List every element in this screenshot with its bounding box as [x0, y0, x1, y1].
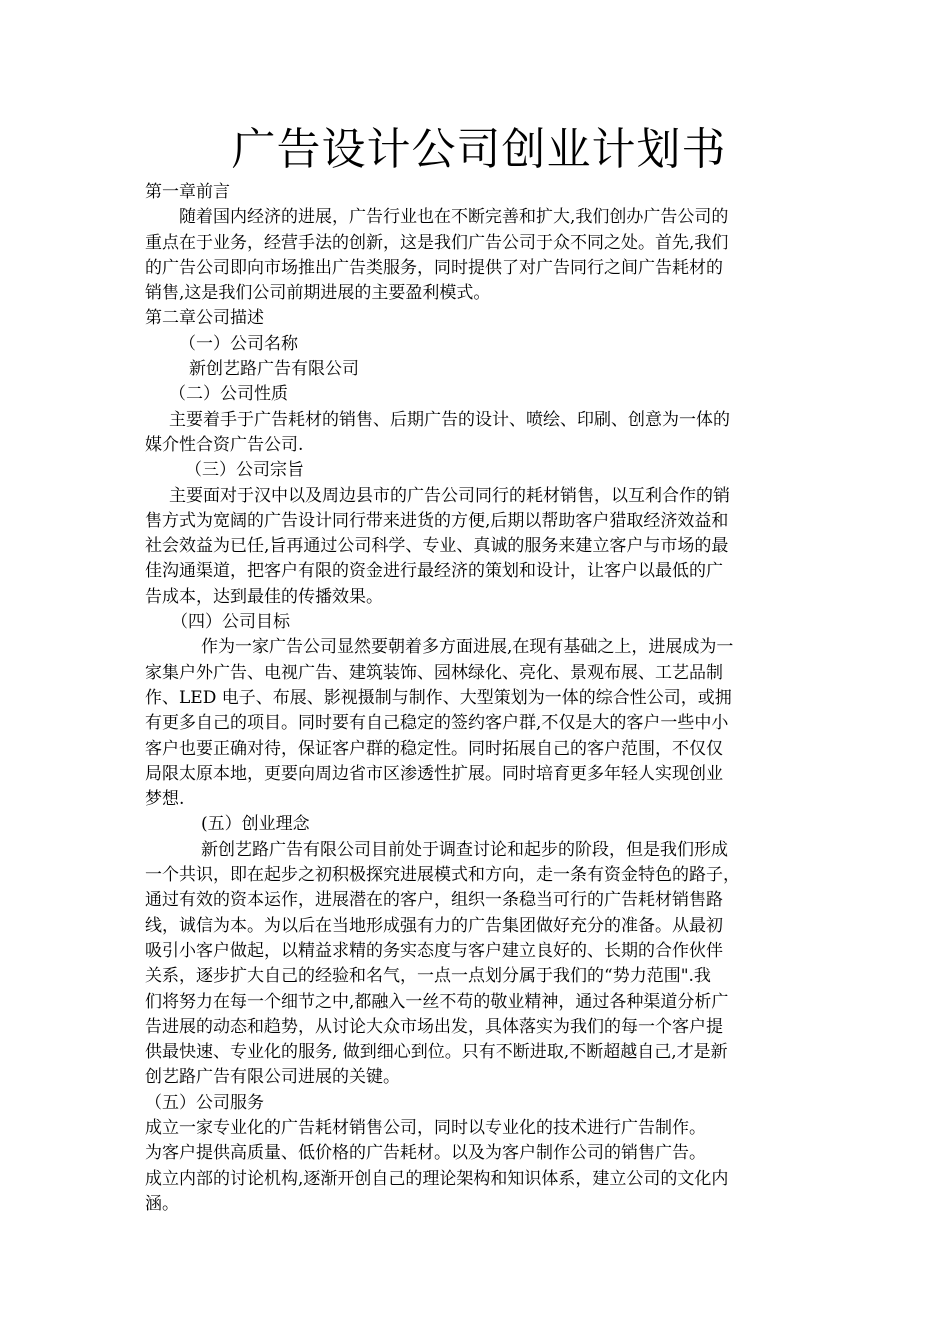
text-line: 关系，逐步扩大自己的经验和名气，一点一点划分属于我们的“势力范围".我: [145, 966, 711, 987]
text-line: 第二章公司描述: [145, 308, 264, 329]
text-line: 创艺路广告有限公司进展的关键。: [145, 1067, 400, 1088]
text-line: 客户也要正确对待，保证客户群的稳定性。同时拓展自己的客户范围，不仅仅: [145, 738, 723, 759]
text-line: 成立一家专业化的广告耗材销售公司，同时以专业化的技术进行广告制作。: [145, 1117, 706, 1138]
document-page: [145, 120, 813, 1217]
text-line: 为客户提供高质量、低价格的广告耗材。以及为客户制作公司的销售广告。: [145, 1143, 706, 1164]
text-line: 重点在于业务，经营手法的创新，这是我们广告公司于众不同之处。首先,我们: [145, 232, 729, 253]
text-line: 们将努力在每一个细节之中,都融入一丝不苟的敬业精神，通过各种渠道分析广: [145, 991, 729, 1012]
text-line: 媒介性合资广告公司.: [145, 434, 304, 455]
document-title: 广告设计公司创业计划书: [231, 124, 727, 175]
text-line: 作、LED 电子、布展、影视摄制与制作、大型策划为一体的综合性公司，或拥: [145, 687, 732, 708]
text-line: （一）公司名称: [179, 333, 298, 354]
text-line: 家集户外广告、电视广告、建筑装饰、园林绿化、亮化、景观布展、工艺品制: [145, 662, 723, 683]
text-line: (五）创业理念: [201, 814, 310, 835]
text-line: 社会效益为已任,旨再通过公司科学、专业、真诚的服务来建立客户与市场的最: [145, 536, 729, 557]
text-line: 销售,这是我们公司前期进展的主要盈利模式。: [145, 283, 491, 304]
text-line: 新创艺路广告有限公司目前处于调查讨论和起步的阶段，但是我们形成: [201, 839, 728, 860]
text-line: 主要面对于汉中以及周边县市的广告公司同行的耗材销售，以互利合作的销: [169, 485, 730, 506]
text-line: 通过有效的资本运作，进展潜在的客户，组织一条稳当可行的广告耗材销售路: [145, 890, 723, 911]
text-line: 作为一家广告公司显然要朝着多方面进展,在现有基础之上，进展成为一: [201, 637, 734, 658]
text-line: 主要着手于广告耗材的销售、后期广告的设计、喷绘、印刷、创意为一体的: [169, 409, 730, 430]
text-line: 第一章前言: [145, 182, 230, 202]
text-line: 涵。: [145, 1193, 179, 1214]
text-line: （三）公司宗旨: [185, 460, 304, 481]
text-line: 线，诚信为本。为以后在当地形成强有力的广告集团做好充分的准备。从最初: [145, 915, 723, 936]
text-line: 供最快速、专业化的服务, 做到细心到位。只有不断进取,不断超越自己,才是新: [145, 1042, 728, 1063]
text-line: 新创艺路广告有限公司: [189, 359, 359, 380]
text-line: （四）公司目标: [171, 612, 290, 633]
document-body: [145, 180, 813, 1217]
text-line: 佳沟通渠道，把客户有限的资金进行最经济的策划和设计，让客户以最低的广: [145, 561, 723, 582]
text-line: 告进展的动态和趋势，从讨论大众市场出发，具体落实为我们的每一个客户提: [145, 1016, 723, 1037]
text-line: 的广告公司即向市场推出广告类服务，同时提供了对广告同行之间广告耗材的: [145, 257, 723, 278]
text-line: （五）公司服务: [145, 1092, 264, 1113]
text-line: 售方式为宽阔的广告设计同行带来进货的方便,后期以帮助客户猎取经济效益和: [145, 510, 729, 531]
text-line: 吸引小客户做起，以精益求精的务实态度与客户建立良好的、长期的合作伙伴: [145, 940, 723, 961]
text-line: 梦想.: [145, 789, 185, 810]
text-line: 随着国内经济的进展，广告行业也在不断完善和扩大,我们创办广告公司的: [179, 207, 729, 228]
text-line: 局限太原本地，更要向周边省市区渗透性扩展。同时培育更多年轻人实现创业: [145, 763, 723, 784]
text-line: 有更多自己的项目。同时要有自己稳定的签约客户群,不仅是大的客户一些中小: [145, 713, 729, 734]
text-line: 成立内部的讨论机构,逐渐开创自己的理论架构和知识体系，建立公司的文化内: [145, 1168, 729, 1189]
text-line: （二）公司性质: [169, 384, 288, 405]
text-line: 一个共识，即在起步之初积极探究进展模式和方向，走一条有资金特色的路子，: [145, 865, 740, 886]
text-line: 告成本，达到最佳的传播效果。: [145, 586, 383, 607]
